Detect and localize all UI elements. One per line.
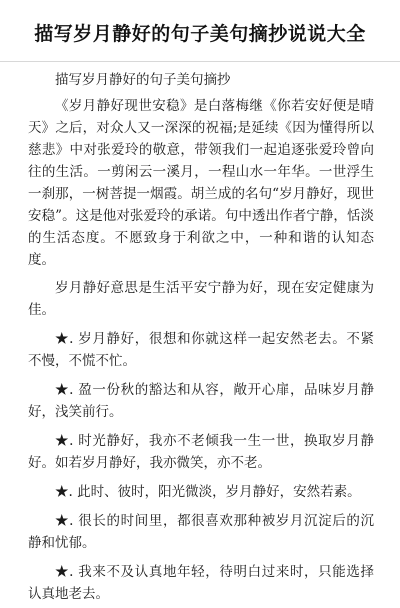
quote-item-2: ★. 盈一份秋的豁达和从容，敞开心扉，品味岁月静好，浅笑前行。 xyxy=(28,382,374,420)
quote-item-6: ★. 我来不及认真地年轻，待明白过来时，只能选择认真地老去。 xyxy=(28,564,374,602)
article-header xyxy=(0,0,400,62)
quote-item-5: ★. 很长的时间里，都很喜欢那种被岁月沉淀后的沉静和忧郁。 xyxy=(28,513,374,551)
quote-item-4: ★. 此时、彼时，阳光微淡，岁月静好，安然若素。 xyxy=(55,484,361,500)
intro-paragraph: 《岁月静好现世安稳》是白落梅继《你若安好便是晴天》之后，对众人又一深深的祝福;是延续《因为懂得所以慈悲》中对张爱玲的敬意，带领我们一起追逐张爱玲曾向往的生活。一剪闲云一溪月，一程山水一年华。一世浮生一刹那，一树菩提一烟霞。胡兰成的名句“岁月静好，现世安稳”。这是他对张爱玲的承诺。句中透出作者宁静，恬淡的生活态度。不愿致身于利欲之中，一种和谐的认知态度。 xyxy=(28,98,374,268)
quote-item-1: ★. 岁月静好，很想和你就这样一起安然老去。不紧不慢，不慌不忙。 xyxy=(28,331,374,369)
meaning-paragraph: 岁月静好意思是生活平安宁静为好，现在安定健康为佳。 xyxy=(28,280,374,318)
article-title: 描写岁月静好的句子美句摘抄说说大全 xyxy=(34,23,366,45)
quote-item-3: ★. 时光静好，我亦不老倾我一生一世，换取岁月静好。如若岁月静好，我亦微笑，亦不老。 xyxy=(28,433,374,471)
article-subtitle: 描写岁月静好的句子美句摘抄 xyxy=(55,72,231,88)
article-body xyxy=(28,62,374,605)
